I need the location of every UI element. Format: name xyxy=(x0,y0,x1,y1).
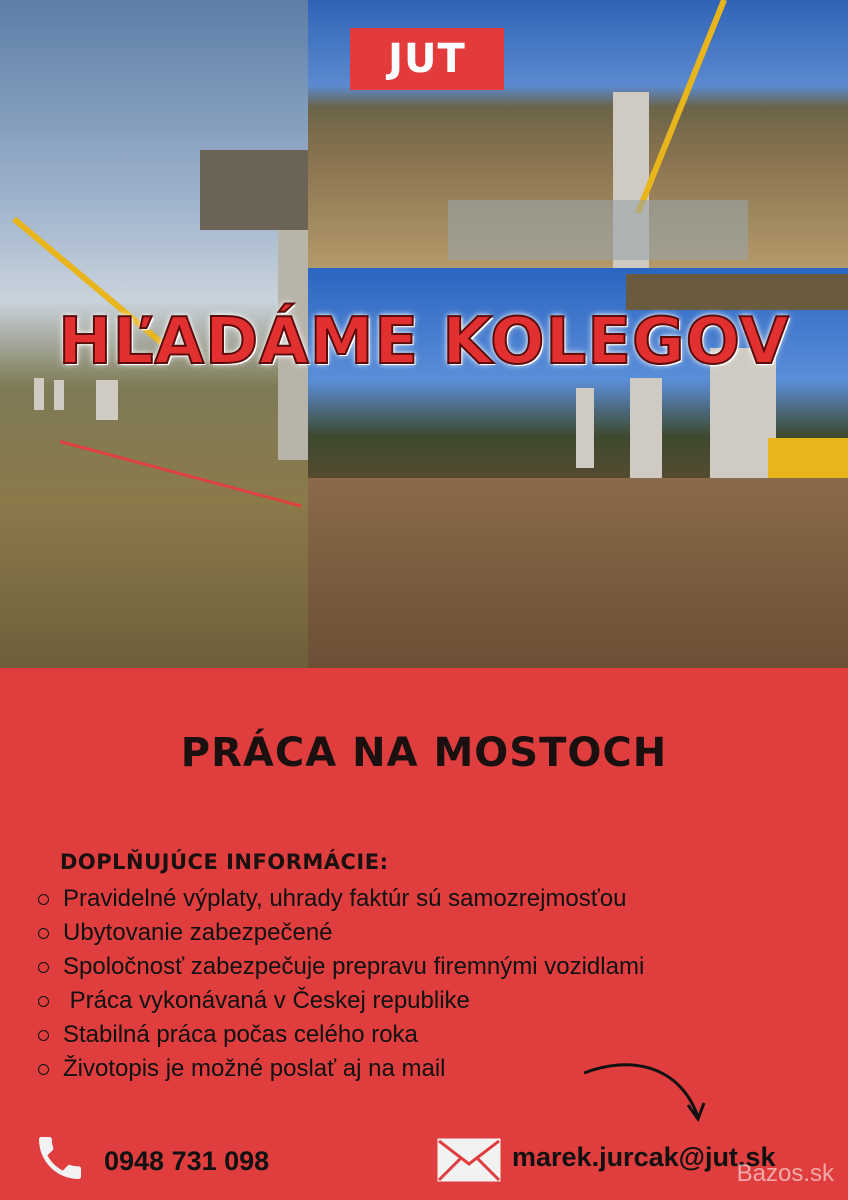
subtitle: PRÁCA NA MOSTOCH xyxy=(180,730,668,776)
jut-logo xyxy=(350,28,504,90)
list-item: Ubytovanie zabezpečené xyxy=(38,916,644,950)
list-item: Stabilná práca počas celého roka xyxy=(38,1018,644,1052)
curved-arrow-icon xyxy=(580,1055,710,1127)
email-address[interactable]: marek.jurcak@jut.sk xyxy=(512,1142,776,1172)
bullet-icon xyxy=(38,1064,49,1075)
bullet-icon xyxy=(38,1030,49,1041)
list-item: Životopis je možné poslať aj na mail xyxy=(38,1052,644,1086)
mail-icon xyxy=(437,1138,501,1182)
list-item: Práca vykonávaná v Českej republike xyxy=(38,984,644,1018)
watermark: Bazos.sk xyxy=(736,1160,834,1187)
list-item: Pravidelné výplaty, uhrady faktúr sú samozrejmosťou xyxy=(38,882,644,916)
bullet-icon xyxy=(38,996,49,1007)
bullet-icon xyxy=(38,894,49,905)
phone-number[interactable]: 0948 731 098 xyxy=(104,1146,270,1176)
phone-icon xyxy=(32,1130,88,1186)
bullet-icon xyxy=(38,962,49,973)
logo-text: JUT xyxy=(388,36,466,82)
headline: HĽADÁME KOLEGOV xyxy=(58,305,790,379)
info-list xyxy=(38,882,644,1086)
list-item: Spoločnosť zabezpečuje prepravu firemnými vozidlami xyxy=(38,950,644,984)
info-heading: DOPLŇUJÚCE INFORMÁCIE: xyxy=(60,850,389,874)
bullet-icon xyxy=(38,928,49,939)
